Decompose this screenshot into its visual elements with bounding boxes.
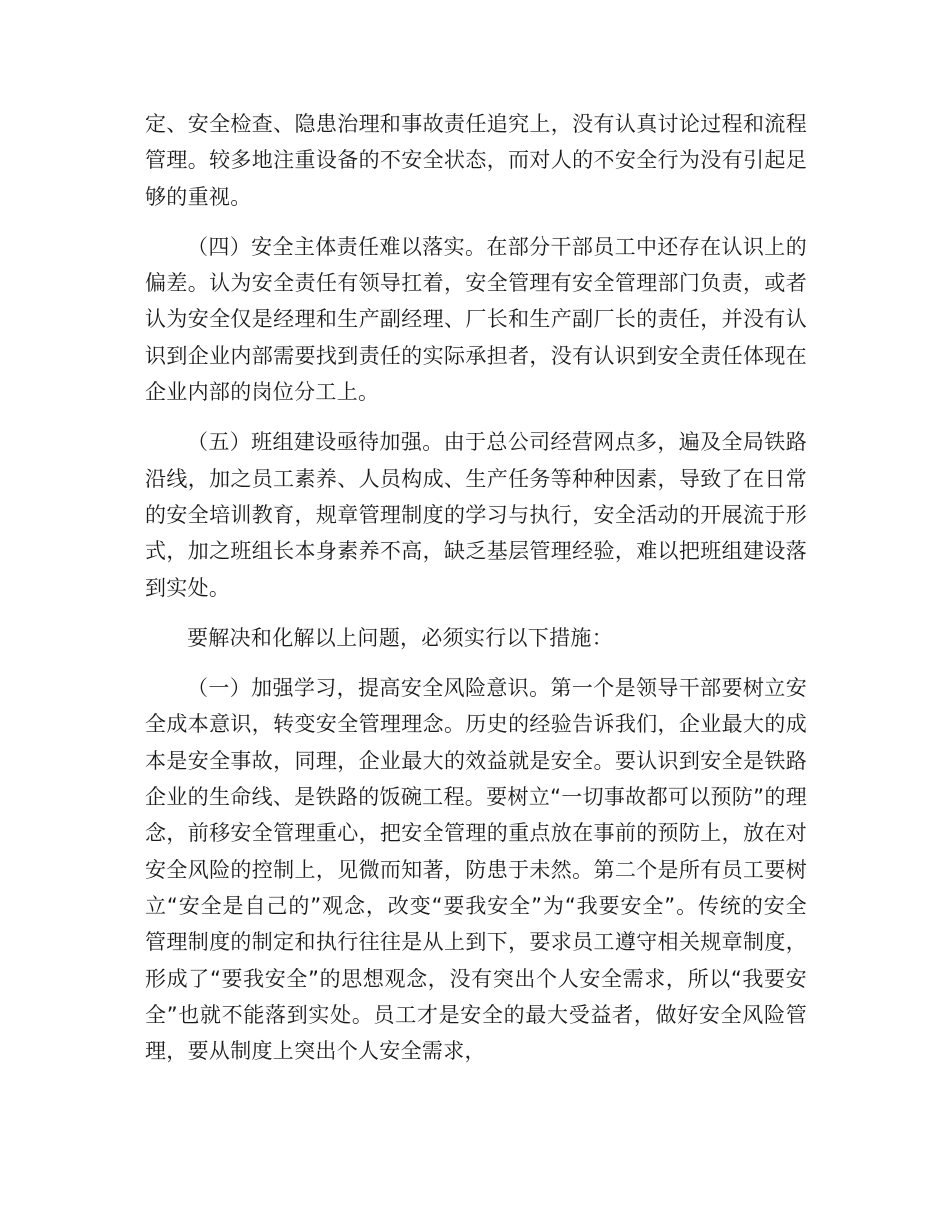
paragraph-measure-1: （一）加强学习，提高安全风险意识。第一个是领导干部要树立安全成本意识，转变安全管理理念。历史的经验告诉我们，企业最大的成本是安全事故，同理，企业最大的效益就是安全。要认识到安全是铁路企业的生命线、是铁路的饭碗工程。要树立“一切事故都可以预防”的理念，前移安全管理重心，把安全管理的重点放在事前的预防上，放在对安全风险的控制上，见微而知著，防患于未然。第二个是所有员工要树立“安全是自己的”观念，改变“要我安全”为“我要安全”。传统的安全管理制度的制定和执行往往是从上到下，要求员工遵守相关规章制度，形成了“要我安全”的思想观念，没有突出个人安全需求，所以“我要安全”也就不能落到实处。员工才是安全的最大受益者，做好安全风险管理，要从制度上突出个人安全需求， [145, 676, 807, 1064]
paragraph-item-5: （五）班组建设亟待加强。由于总公司经营网点多，遍及全局铁路沿线，加之员工素养、人员构成、生产任务等种种因素，导致了在日常的安全培训教育，规章管理制度的学习与执行，安全活动的开展流于形式，加之班组长本身素养不高，缺乏基层管理经验，难以把班组建设落到实处。 [145, 430, 807, 600]
paragraph-continuation: 定、安全检查、隐患治理和事故责任追究上，没有认真讨论过程和流程管理。较多地注重设备的不安全状态，而对人的不安全行为没有引起足够的重视。 [145, 112, 807, 209]
paragraph-item-4: （四）安全主体责任难以落实。在部分干部员工中还存在认识上的偏差。认为安全责任有领导扛着，安全管理有安全管理部门负责，或者认为安全仅是经理和生产副经理、厂长和生产副厂长的责任，并没有认识到企业内部需要找到责任的实际承担者，没有认识到安全责任体现在企业内部的岗位分工上。 [145, 234, 807, 405]
document-body [145, 106, 807, 1083]
paragraph-measures-intro: 要解决和化解以上问题，必须实行以下措施： [187, 625, 613, 650]
